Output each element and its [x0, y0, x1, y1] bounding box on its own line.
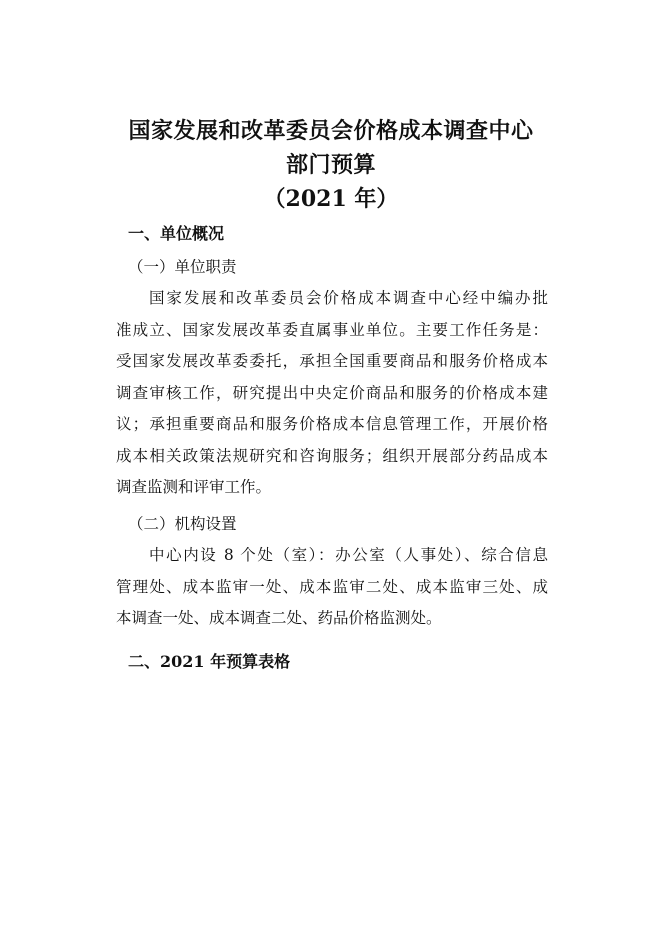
paragraph-line: 国家发展和改革委员会价格成本调查中心经中编办批	[149, 289, 548, 307]
paragraph-line: 本调查一处、成本调查二处、药品价格监测处。	[116, 609, 442, 627]
sub-heading-unit-duties: （一）单位职责	[128, 258, 237, 276]
paragraph-line: 议；承担重要商品和服务价格成本信息管理工作，开展价格	[116, 415, 548, 433]
section-heading-unit-overview: 一、单位概况	[128, 224, 225, 243]
paragraph-organization	[116, 540, 548, 635]
paragraph-line: 准成立、国家发展改革委直属事业单位。主要工作任务是：	[116, 320, 548, 339]
paragraph-line: 中心内设 8 个处（室）：办公室（人事处）、综合信息	[149, 546, 548, 564]
paragraph-unit-duties	[116, 283, 548, 504]
document-year: （2021 年）	[263, 186, 399, 212]
section-heading-budget-tables: 二、2021 年预算表格	[128, 652, 291, 671]
sub-heading-organization: （二）机构设置	[128, 515, 237, 533]
document-subtitle: 部门预算	[285, 152, 376, 178]
paragraph-line: 调查监测和评审工作。	[116, 478, 272, 496]
paragraph-line: 受国家发展改革委委托，承担全国重要商品和服务价格成本	[116, 352, 548, 370]
document-title-block	[0, 114, 662, 216]
paragraph-line: 调查审核工作，研究提出中央定价商品和服务的价格成本建	[116, 383, 548, 402]
paragraph-line: 成本相关政策法规研究和咨询服务；组织开展部分药品成本	[116, 446, 548, 465]
paragraph-line: 管理处、成本监审一处、成本监审二处、成本监审三处、成	[116, 577, 548, 596]
document-title: 国家发展和改革委员会价格成本调查中心	[128, 118, 534, 144]
